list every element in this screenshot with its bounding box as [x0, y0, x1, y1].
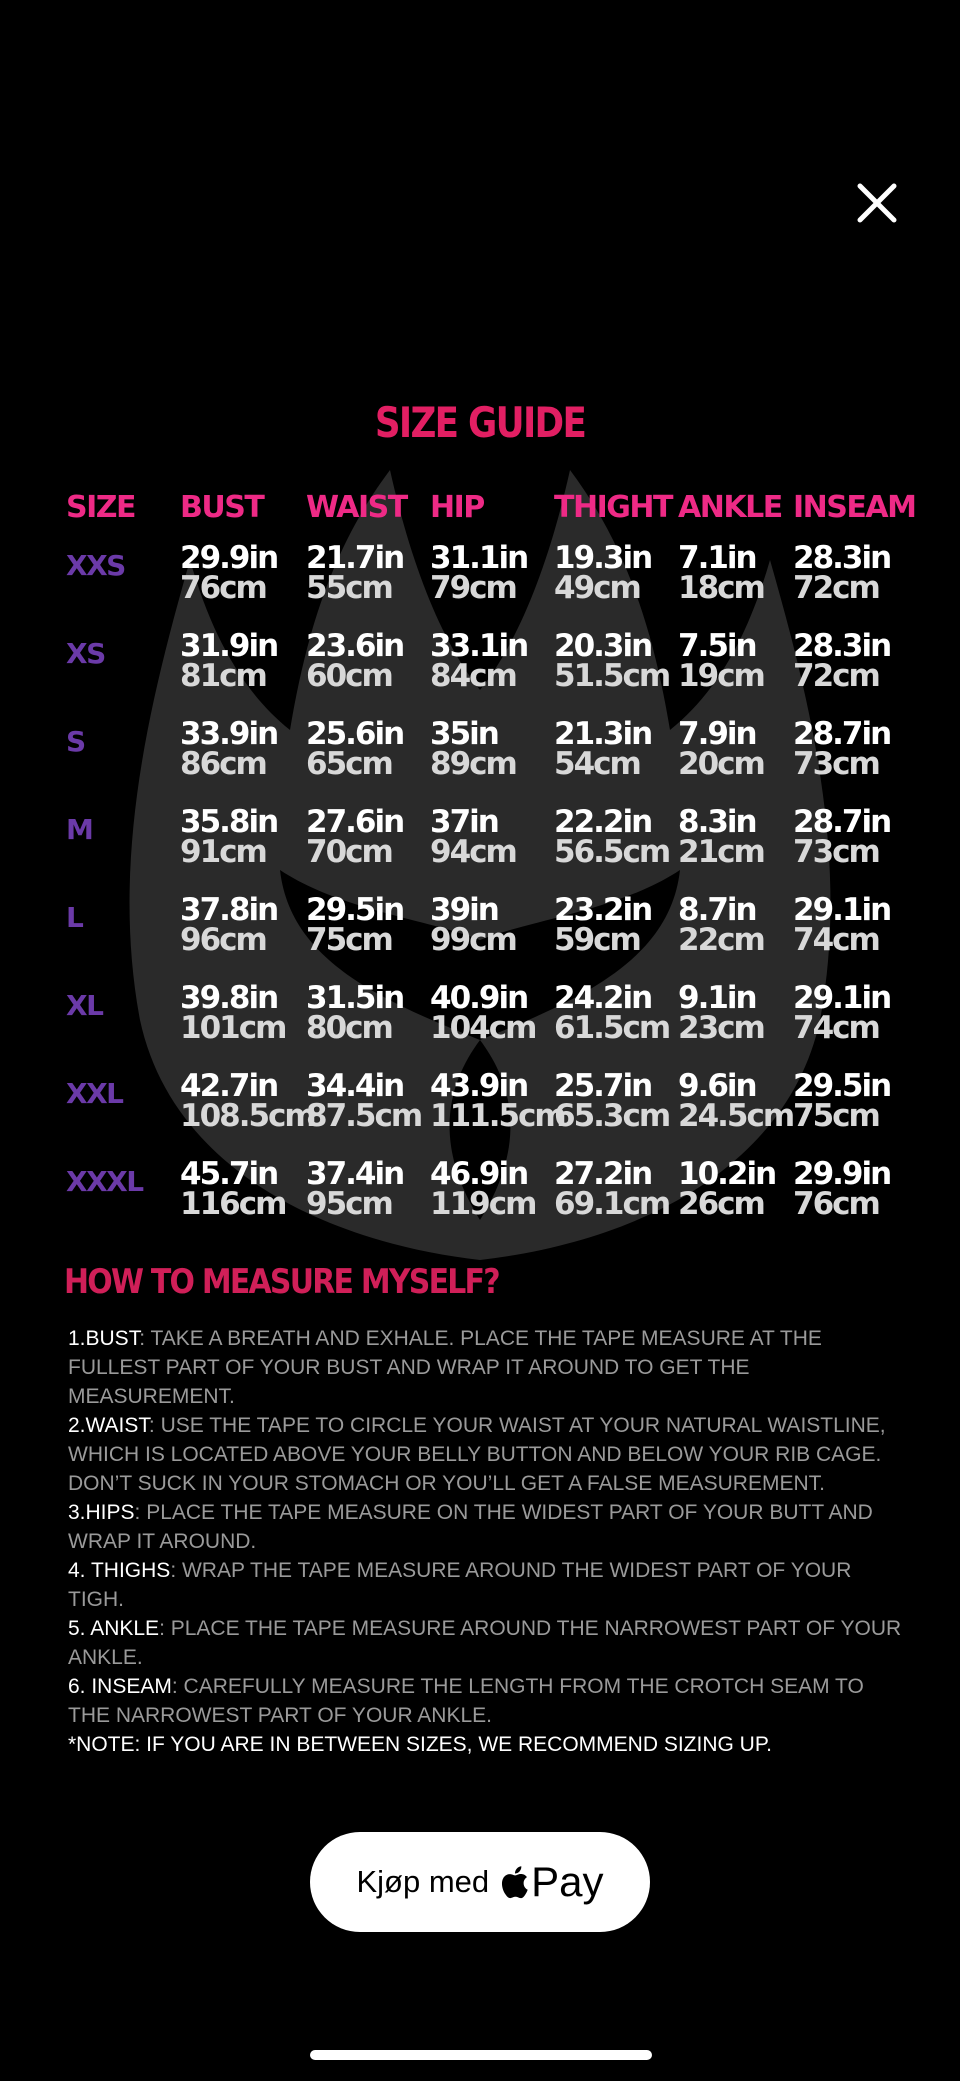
value-cm: 24.5cm	[678, 1098, 794, 1134]
measure-cell	[306, 540, 430, 631]
value-in: 27.6in	[306, 804, 404, 840]
size-label: S	[66, 725, 85, 758]
apple-pay-label: Kjøp med	[356, 1864, 490, 1899]
measure-cell	[430, 804, 554, 895]
size-label: L	[66, 901, 83, 934]
value-in: 8.7in	[678, 892, 756, 928]
value-cm: 61.5cm	[554, 1010, 670, 1046]
instruction-text: : WRAP THE TAPE MEASURE AROUND THE WIDEST PART OF YOUR TIGH.	[68, 1559, 852, 1611]
measure-cell	[180, 628, 306, 719]
value-cm: 76cm	[793, 1186, 879, 1222]
header-bust: BUST	[180, 490, 264, 525]
instruction-inseam	[68, 1672, 908, 1730]
value-cm: 79cm	[430, 570, 516, 606]
instruction-text: : PLACE THE TAPE MEASURE AROUND THE NARROWEST PART OF YOUR ANKLE.	[68, 1617, 902, 1669]
size-cell	[66, 1071, 180, 1159]
measure-cell	[430, 540, 554, 631]
size-cell	[66, 807, 180, 895]
measure-cell	[180, 540, 306, 631]
measure-cell	[793, 716, 916, 807]
measure-cell	[554, 628, 678, 719]
value-in: 25.7in	[554, 1068, 652, 1104]
size-label: XXL	[66, 1077, 123, 1110]
page-title: SIZE GUIDE	[374, 398, 586, 447]
measure-cell	[180, 980, 306, 1071]
sizing-note: *NOTE: IF YOU ARE IN BETWEEN SIZES, WE RECOMMEND SIZING UP.	[68, 1733, 772, 1756]
value-cm: 59cm	[554, 922, 640, 958]
value-cm: 51.5cm	[554, 658, 670, 694]
table-row	[66, 543, 916, 631]
value-cm: 87.5cm	[306, 1098, 422, 1134]
table-row	[66, 1159, 916, 1247]
measure-cell	[678, 892, 793, 983]
value-cm: 19cm	[678, 658, 764, 694]
value-cm: 99cm	[430, 922, 516, 958]
measure-cell	[678, 804, 793, 895]
measure-cell	[793, 804, 916, 895]
measure-cell	[554, 1156, 678, 1247]
header-size: SIZE	[66, 490, 136, 525]
measure-cell	[554, 980, 678, 1071]
value-cm: 60cm	[306, 658, 392, 694]
instruction-text: : TAKE A BREATH AND EXHALE. PLACE THE TAPE MEASURE AT THE FULLEST PART OF YOUR BUST AND WRAP IT AROUND TO GET THE MEASUREMENT.	[68, 1327, 822, 1408]
measure-cell	[554, 804, 678, 895]
value-in: 35in	[430, 716, 498, 752]
measure-cell	[430, 716, 554, 807]
value-cm: 101cm	[180, 1010, 286, 1046]
measure-cell	[180, 804, 306, 895]
measure-cell	[180, 892, 306, 983]
value-cm: 74cm	[793, 922, 879, 958]
header-inseam: INSEAM	[793, 490, 916, 525]
value-in: 33.1in	[430, 628, 528, 664]
measure-cell	[306, 628, 430, 719]
value-in: 25.6in	[306, 716, 404, 752]
measure-cell	[306, 1156, 430, 1247]
size-label: XS	[66, 637, 105, 670]
home-indicator	[310, 2050, 652, 2060]
value-cm: 96cm	[180, 922, 266, 958]
value-cm: 65.3cm	[554, 1098, 670, 1134]
measure-cell	[554, 716, 678, 807]
size-label: XXS	[66, 549, 125, 582]
measure-cell	[180, 1156, 306, 1247]
measure-cell	[430, 1156, 554, 1247]
instruction-thighs	[68, 1556, 908, 1614]
measure-cell	[678, 628, 793, 719]
measure-cell	[306, 892, 430, 983]
value-cm: 20cm	[678, 746, 764, 782]
value-in: 37.8in	[180, 892, 278, 928]
size-label: XXXL	[66, 1165, 143, 1198]
value-in: 43.9in	[430, 1068, 528, 1104]
value-in: 29.9in	[793, 1156, 891, 1192]
instruction-hips	[68, 1498, 908, 1556]
value-in: 20.3in	[554, 628, 652, 664]
size-cell	[66, 895, 180, 983]
value-cm: 119cm	[430, 1186, 536, 1222]
measure-cell	[678, 1156, 793, 1247]
value-cm: 49cm	[554, 570, 640, 606]
measure-cell	[306, 804, 430, 895]
value-in: 35.8in	[180, 804, 278, 840]
instruction-key: 3.HIPS	[68, 1501, 135, 1524]
size-cell	[66, 631, 180, 719]
value-cm: 94cm	[430, 834, 516, 870]
value-cm: 69.1cm	[554, 1186, 670, 1222]
value-in: 23.6in	[306, 628, 404, 664]
instruction-text: : USE THE TAPE TO CIRCLE YOUR WAIST AT YOUR NATURAL WAISTLINE, WHICH IS LOCATED ABOVE YOUR BELLY BUTTON AND BELOW YOUR RIB CAGE. DON’T SUCK IN YOUR STOMACH OR YOU’LL GET A FALSE MEASUREMENT.	[68, 1414, 886, 1495]
value-in: 34.4in	[306, 1068, 404, 1104]
measure-cell	[678, 980, 793, 1071]
value-cm: 73cm	[793, 834, 879, 870]
value-in: 9.6in	[678, 1068, 756, 1104]
value-cm: 72cm	[793, 570, 879, 606]
size-cell	[66, 983, 180, 1071]
value-cm: 56.5cm	[554, 834, 670, 870]
instruction-text: : CAREFULLY MEASURE THE LENGTH FROM THE CROTCH SEAM TO THE NARROWEST PART OF YOUR ANKLE.	[68, 1675, 864, 1727]
measure-cell	[793, 1156, 916, 1247]
value-in: 42.7in	[180, 1068, 278, 1104]
measure-cell	[793, 980, 916, 1071]
table-row	[66, 983, 916, 1071]
value-cm: 75cm	[306, 922, 392, 958]
value-in: 46.9in	[430, 1156, 528, 1192]
value-in: 31.1in	[430, 540, 528, 576]
value-cm: 108.5cm	[180, 1098, 315, 1134]
value-cm: 84cm	[430, 658, 516, 694]
instruction-key: 4. THIGHS	[68, 1559, 171, 1582]
value-cm: 23cm	[678, 1010, 764, 1046]
measure-cell	[678, 1068, 794, 1159]
value-in: 28.7in	[793, 804, 891, 840]
value-in: 7.1in	[678, 540, 756, 576]
instruction-key: 5. ANKLE	[68, 1617, 160, 1640]
value-cm: 22cm	[678, 922, 764, 958]
value-cm: 89cm	[430, 746, 516, 782]
size-label: M	[66, 813, 93, 846]
value-in: 10.2in	[678, 1156, 776, 1192]
value-cm: 65cm	[306, 746, 392, 782]
apple-pay-text: Pay	[531, 1858, 604, 1905]
measure-cell	[554, 540, 678, 631]
value-cm: 116cm	[180, 1186, 286, 1222]
value-cm: 75cm	[793, 1098, 879, 1134]
instruction-text: : PLACE THE TAPE MEASURE ON THE WIDEST PART OF YOUR BUTT AND WRAP IT AROUND.	[68, 1501, 873, 1553]
value-in: 39.8in	[180, 980, 278, 1016]
measure-cell	[306, 980, 430, 1071]
value-in: 45.7in	[180, 1156, 278, 1192]
apple-pay-button[interactable]	[310, 1832, 650, 1932]
table-row	[66, 719, 916, 807]
value-cm: 55cm	[306, 570, 392, 606]
value-in: 39in	[430, 892, 498, 928]
measure-cell	[306, 716, 430, 807]
value-cm: 54cm	[554, 746, 640, 782]
table-row	[66, 631, 916, 719]
measure-cell	[180, 1068, 315, 1159]
measure-cell	[554, 1068, 678, 1159]
measure-instructions	[68, 1324, 908, 1759]
value-in: 28.7in	[793, 716, 891, 752]
value-in: 8.3in	[678, 804, 756, 840]
value-in: 21.7in	[306, 540, 404, 576]
value-cm: 72cm	[793, 658, 879, 694]
size-guide-table	[66, 490, 916, 1247]
value-in: 21.3in	[554, 716, 652, 752]
instruction-bust	[68, 1324, 908, 1411]
value-cm: 86cm	[180, 746, 266, 782]
measure-cell	[180, 716, 306, 807]
value-in: 29.9in	[180, 540, 278, 576]
value-in: 23.2in	[554, 892, 652, 928]
value-in: 28.3in	[793, 628, 891, 664]
value-in: 29.5in	[306, 892, 404, 928]
instruction-waist	[68, 1411, 908, 1498]
value-cm: 21cm	[678, 834, 764, 870]
size-cell	[66, 543, 180, 631]
how-to-measure-title: HOW TO MEASURE MYSELF?	[64, 1262, 499, 1302]
value-in: 9.1in	[678, 980, 756, 1016]
value-in: 29.5in	[793, 1068, 891, 1104]
header-thight: THIGHT	[554, 490, 672, 525]
value-cm: 104cm	[430, 1010, 536, 1046]
size-cell	[66, 719, 180, 807]
value-cm: 73cm	[793, 746, 879, 782]
value-cm: 91cm	[180, 834, 266, 870]
close-icon	[852, 178, 902, 228]
header-waist: WAIST	[306, 490, 407, 525]
value-in: 31.5in	[306, 980, 404, 1016]
value-in: 28.3in	[793, 540, 891, 576]
value-in: 29.1in	[793, 980, 891, 1016]
value-cm: 111.5cm	[430, 1098, 565, 1134]
measure-cell	[793, 1068, 916, 1159]
measure-cell	[793, 540, 916, 631]
value-in: 19.3in	[554, 540, 652, 576]
size-label: XL	[66, 989, 103, 1022]
size-cell	[66, 1159, 180, 1247]
value-cm: 26cm	[678, 1186, 764, 1222]
measure-cell	[793, 628, 916, 719]
header-hip: HIP	[430, 490, 484, 525]
value-in: 24.2in	[554, 980, 652, 1016]
measure-cell	[430, 1068, 565, 1159]
value-in: 7.5in	[678, 628, 756, 664]
measure-cell	[678, 716, 793, 807]
measure-cell	[554, 892, 678, 983]
value-in: 37in	[430, 804, 498, 840]
value-in: 27.2in	[554, 1156, 652, 1192]
value-cm: 74cm	[793, 1010, 879, 1046]
apple-icon	[499, 1864, 529, 1900]
measure-cell	[306, 1068, 430, 1159]
measure-cell	[678, 540, 793, 631]
value-cm: 80cm	[306, 1010, 392, 1046]
table-row	[66, 1071, 916, 1159]
table-row	[66, 807, 916, 895]
measure-cell	[793, 892, 916, 983]
measure-cell	[430, 892, 554, 983]
measure-cell	[430, 980, 554, 1071]
value-in: 29.1in	[793, 892, 891, 928]
value-in: 7.9in	[678, 716, 756, 752]
value-cm: 95cm	[306, 1186, 392, 1222]
instruction-key: 2.WAIST	[68, 1414, 149, 1437]
table-header-row	[66, 490, 916, 543]
header-ankle: ANKLE	[678, 490, 782, 525]
value-in: 31.9in	[180, 628, 278, 664]
value-in: 33.9in	[180, 716, 278, 752]
value-cm: 70cm	[306, 834, 392, 870]
value-cm: 18cm	[678, 570, 764, 606]
value-cm: 76cm	[180, 570, 266, 606]
measure-cell	[430, 628, 554, 719]
value-in: 37.4in	[306, 1156, 404, 1192]
close-button[interactable]	[852, 178, 902, 228]
instruction-ankle	[68, 1614, 908, 1672]
instruction-key: 6. INSEAM	[68, 1675, 172, 1698]
value-in: 22.2in	[554, 804, 652, 840]
value-in: 40.9in	[430, 980, 528, 1016]
instruction-key: 1.BUST	[68, 1327, 140, 1350]
table-row	[66, 895, 916, 983]
value-cm: 81cm	[180, 658, 266, 694]
